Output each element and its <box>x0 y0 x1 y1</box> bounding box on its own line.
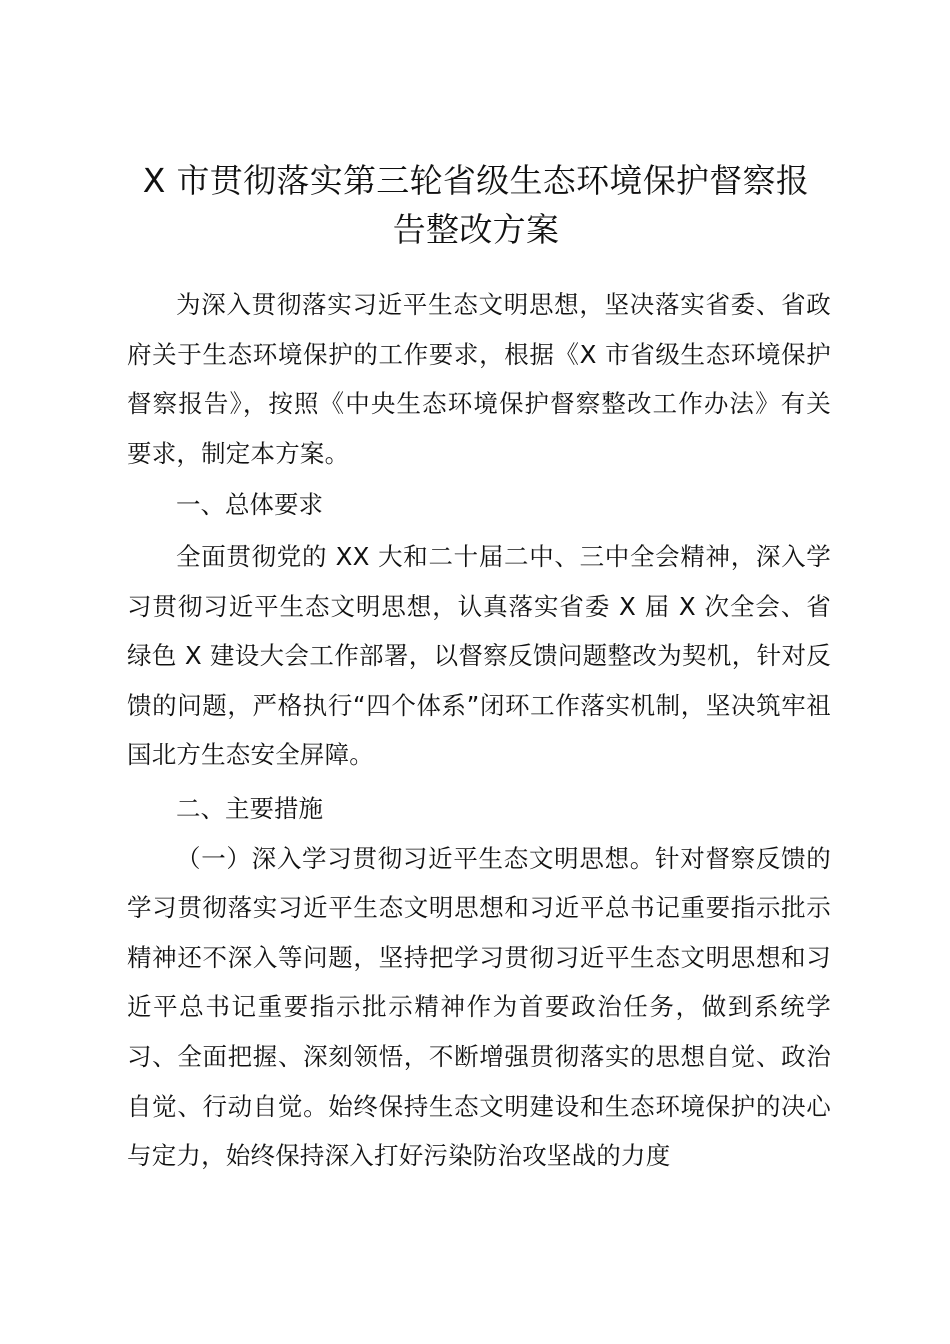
section-2-item-1-paragraph: （一）深入学习贯彻习近平生态文明思想。针对督察反馈的学习贯彻落实习近平生态文明思想和习近平总书记重要指示批示精神还不深入等问题，坚持把学习贯彻习近平生态文明思想和习近平总书记重要指示批示精神作为首要政治任务，做到系统学习、全面把握、深刻领悟，不断增强贯彻落实的思想自觉、政治自觉、行动自觉。始终保持生态文明建设和生态环境保护的决心与定力，始终保持深入打好污染防治攻坚战的力度 <box>127 843 831 1171</box>
document-title <box>120 156 832 254</box>
section-2-heading: 二、主要措施 <box>176 793 323 823</box>
section-1-heading: 一、总体要求 <box>176 490 323 520</box>
section-1-paragraph: 全面贯彻党的 XX 大和二十届二中、三中全会精神，深入学习贯彻习近平生态文明思想，认真落实省委 X 届 X 次全会、省绿色 X 建设大会工作部署，以督察反馈问题整改为契机，针对反馈的问题，严格执行“四个体系”闭环工作落实机制，坚决筑牢祖国北方生态安全屏障。 <box>127 541 831 770</box>
document-body <box>127 280 831 1181</box>
intro-paragraph: 为深入贯彻落实习近平生态文明思想，坚决落实省委、省政府关于生态环境保护的工作要求，根据《X 市省级生态环境保护督察报告》，按照《中央生态环境保护督察整改工作办法》有关要求，制定本方案。 <box>127 290 831 468</box>
document-title-line-2: 告整改方案 <box>392 210 560 249</box>
document-title-line-1: X 市贯彻落实第三轮省级生态环境保护督察报 <box>142 161 810 200</box>
